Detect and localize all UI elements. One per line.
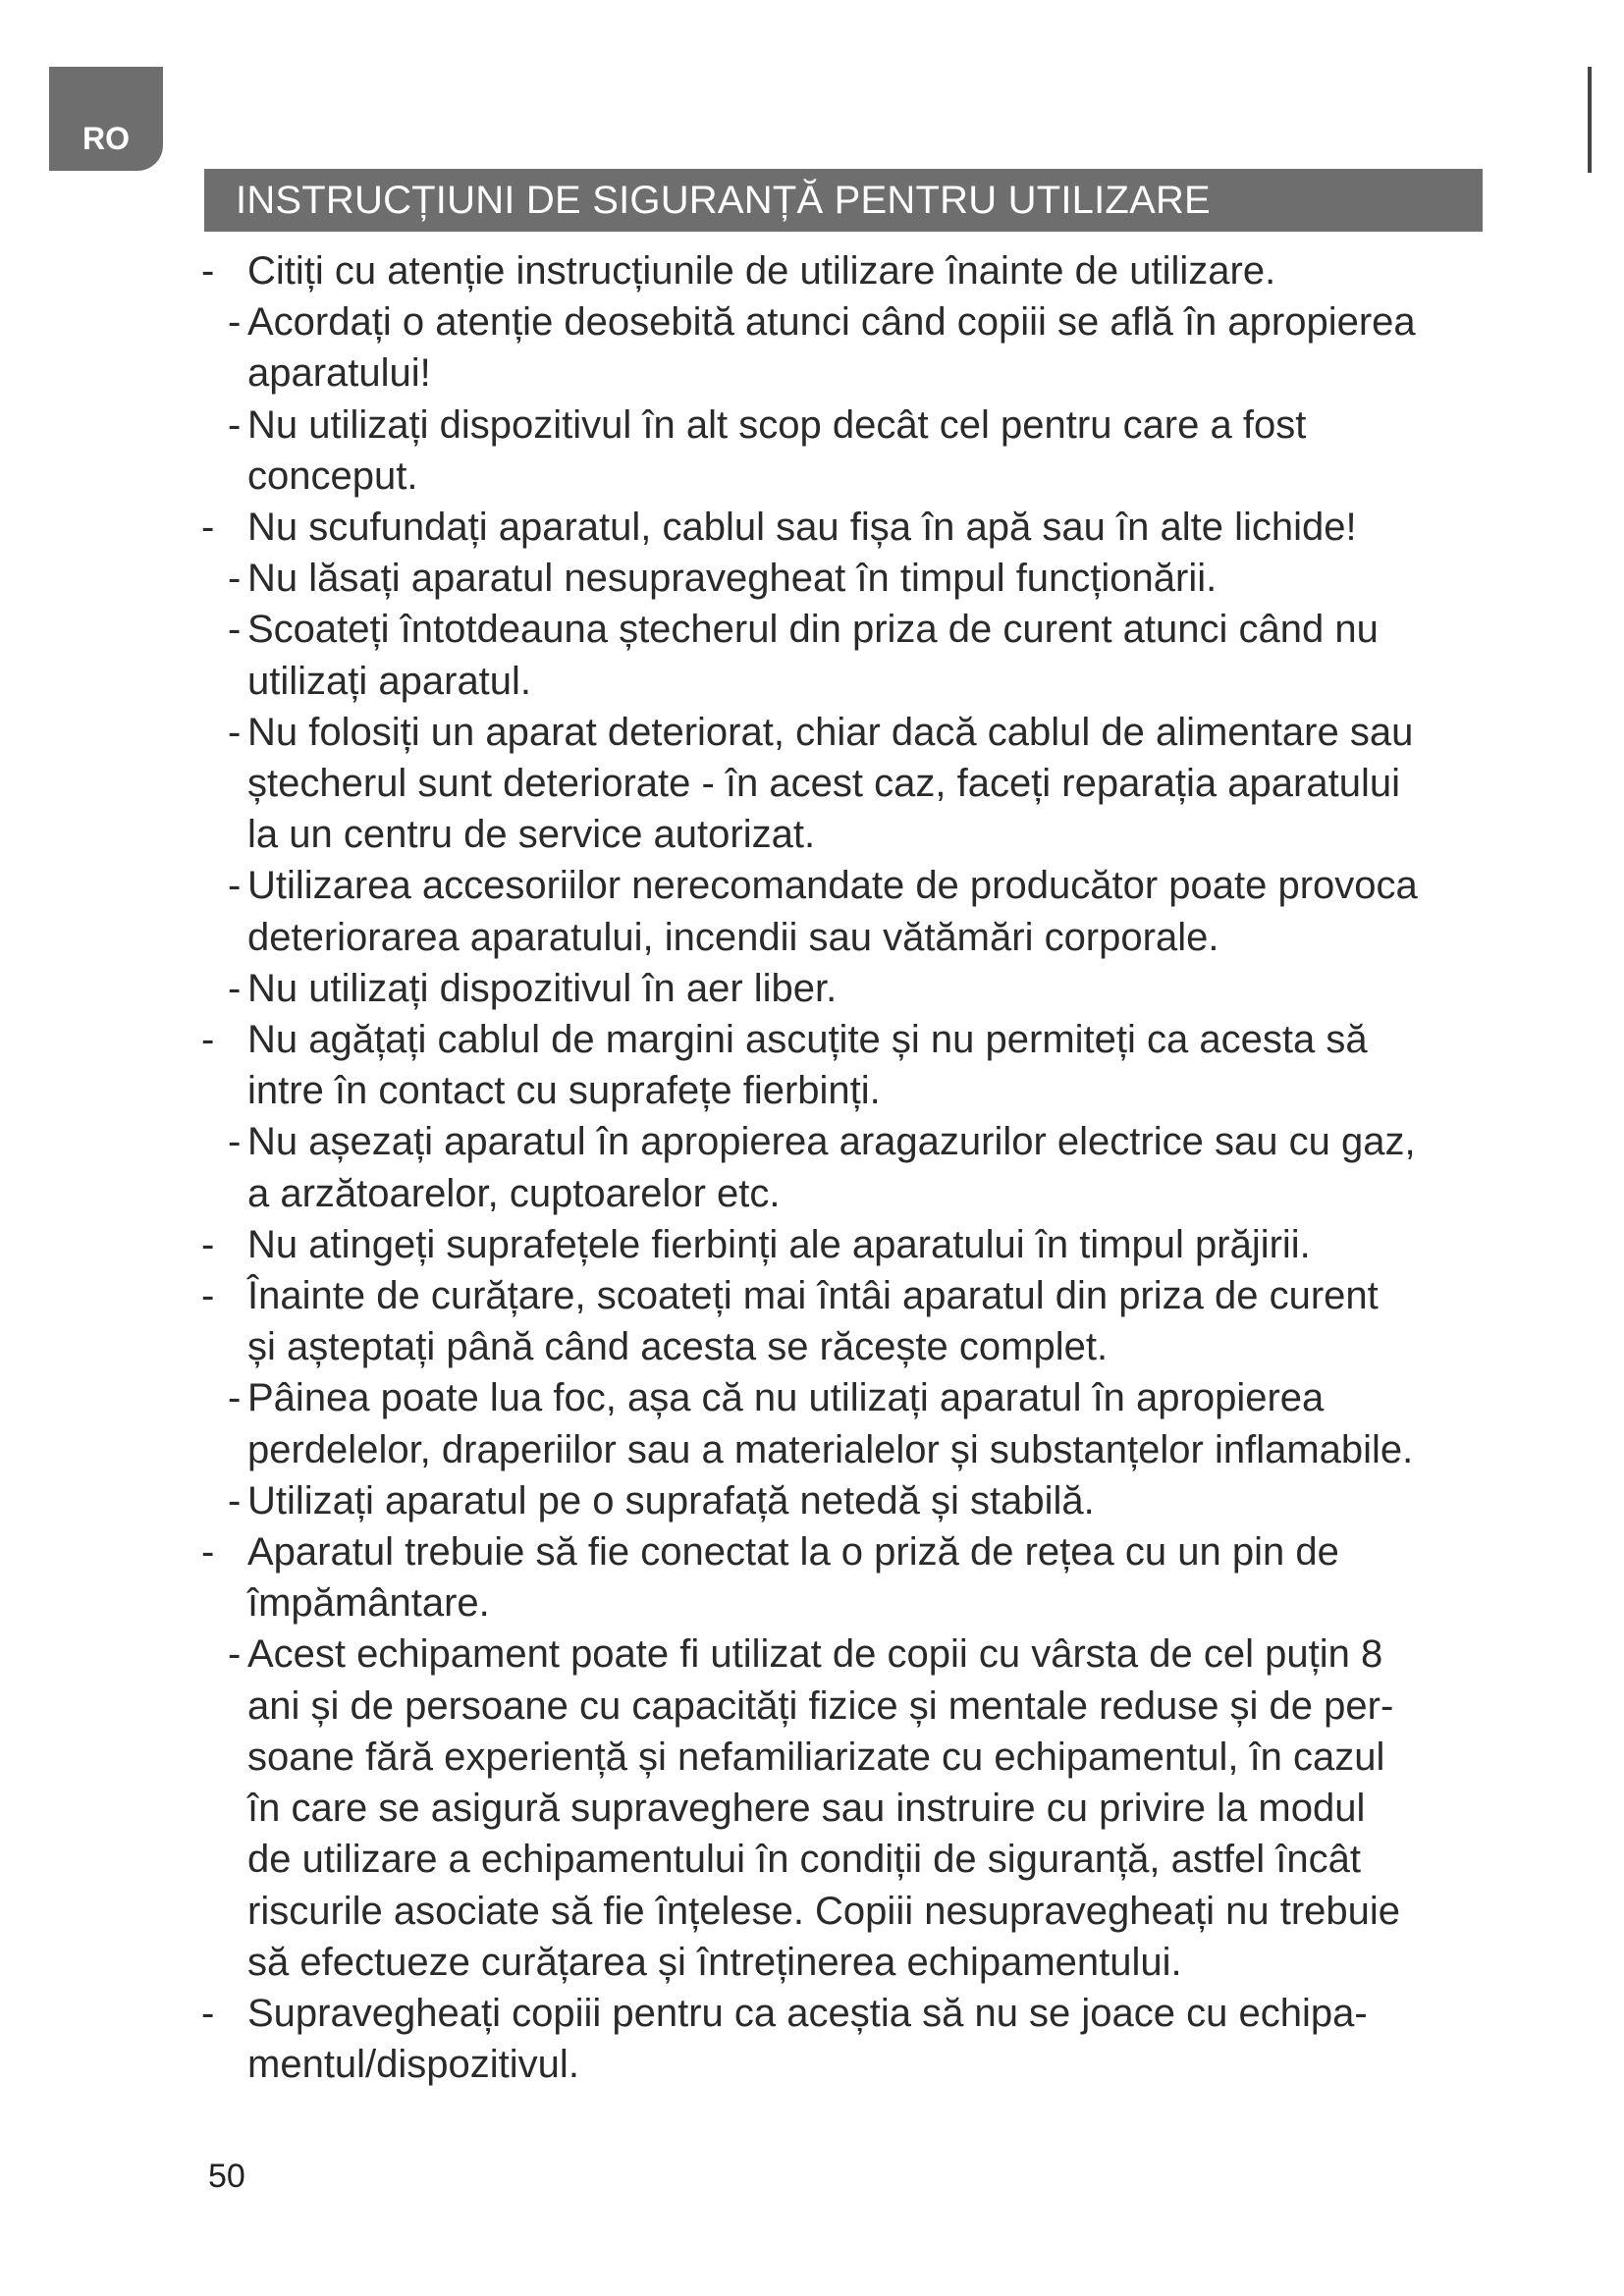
list-item-text: Nu lăsați aparatul nesupravegheat în timpul funcționării. (247, 557, 1218, 601)
list-item (0, 860, 1624, 962)
list-item (0, 245, 1624, 296)
list-dash: - (228, 300, 242, 345)
list-dash: - (228, 966, 242, 1010)
list-dash: - (228, 1632, 242, 1677)
list-item (0, 502, 1624, 553)
list-item (0, 604, 1624, 706)
list-dash: - (201, 1018, 215, 1062)
list-item-text: Citiți cu atenție instrucțiunile de utilizare înainte de utilizare. (247, 249, 1276, 293)
list-item-text: Acest echipament poate fi utilizat de copii cu vârsta de cel puțin 8 ani și de persoane cu capacități fizice și mentale reduse și de per- soane fără experiență și nefamiliarizate cu echipamentul, în cazul în care se asigură supraveghere sau instruire cu privire la modul de utilizare a echipamentului în condiții de siguranță, astfel încât riscurile asociate să fie înțelese. Copiii nesupravegheați nu trebuie să efectueze curățarea și întreținerea echipamentului. (247, 1632, 1401, 1984)
list-item (0, 963, 1624, 1014)
list-dash: - (228, 1478, 242, 1522)
list-item-text: Nu așezați aparatul în apropierea aragazurilor electrice sau cu gaz, a arzătoarelor, cuptoarelor etc. (247, 1120, 1416, 1215)
list-item-text: Nu utilizați dispozitivul în alt scop decât cel pentru care a fost conceput. (247, 402, 1307, 498)
list-item-text: Aparatul trebuie să fie conectat la o priză de rețea cu un pin de împământare. (247, 1530, 1339, 1626)
list-dash: - (228, 1120, 242, 1164)
list-item (0, 1219, 1624, 1270)
list-item (0, 553, 1624, 604)
language-code: RO (82, 121, 130, 156)
list-dash: - (228, 402, 242, 447)
list-item (0, 400, 1624, 502)
list-item-text: Pâinea poate lua foc, așa că nu utilizați aparatul în apropierea perdelelor, draperiilor sau a materialelor și substanțelor inflamabile. (247, 1376, 1414, 1471)
list-item (0, 1116, 1624, 1218)
list-dash: - (201, 1222, 215, 1266)
list-item-text: Nu agățați cablul de margini ascuțite și nu permiteți ca acesta să intre în contact cu suprafețe fierbinți. (247, 1018, 1368, 1113)
safety-instructions-list (0, 245, 1624, 2090)
list-dash: - (228, 557, 242, 601)
list-dash: - (228, 864, 242, 908)
list-dash: - (228, 608, 242, 652)
list-item (0, 296, 1624, 399)
list-item-text: Nu scufundați aparatul, cablul sau fișa în apă sau în alte lichide! (247, 506, 1357, 550)
list-item-text: Acordați o atenție deosebită atunci când copiii se află în apropierea aparatului! (247, 300, 1416, 396)
list-item (0, 1014, 1624, 1116)
list-item-text: Înainte de curățare, scoateți mai întâi aparatul din priza de curent și așteptați până când acesta se răcește complet. (247, 1274, 1379, 1369)
list-item-text: Supravegheați copiii pentru ca aceștia să nu se joace cu echipa- mentul/dispozitivul. (247, 1991, 1368, 2087)
list-item-text: Nu folosiți un aparat deteriorat, chiar dacă cablul de alimentare sau ștecherul sunt deteriorate - în acest caz, faceți reparația aparatului la un centru de service autorizat. (247, 710, 1414, 857)
list-dash: - (228, 1376, 242, 1420)
page-number: 50 (208, 2158, 245, 2195)
list-item (0, 1526, 1624, 1629)
list-item-text: Utilizați aparatul pe o suprafață netedă și stabilă. (247, 1478, 1095, 1522)
list-item (0, 1629, 1624, 1987)
list-item (0, 1475, 1624, 1526)
list-item (0, 1270, 1624, 1372)
list-item (0, 707, 1624, 861)
section-title-bar (204, 169, 1483, 232)
list-dash: - (228, 710, 242, 754)
list-dash: - (201, 1274, 215, 1318)
list-item-text: Nu utilizați dispozitivul în aer liber. (247, 966, 838, 1010)
page-edge-marker (1588, 67, 1592, 173)
list-item-text: Scoateți întotdeauna ștecherul din priza de curent atunci când nu utilizați aparatul. (247, 608, 1379, 703)
list-item (0, 1372, 1624, 1474)
list-item-text: Utilizarea accesoriilor nerecomandate de producător poate provoca deteriorarea aparatului, incendii sau vătămări corporale. (247, 864, 1418, 959)
list-dash: - (201, 506, 215, 550)
list-item (0, 1988, 1624, 2090)
list-item-text: Nu atingeți suprafețele fierbinți ale aparatului în timpul prăjirii. (247, 1222, 1311, 1266)
list-dash: - (201, 1530, 215, 1575)
language-tab (49, 67, 163, 171)
section-title: INSTRUCȚIUNI DE SIGURANȚĂ PENTRU UTILIZARE (236, 179, 1211, 222)
list-dash: - (201, 249, 215, 293)
list-dash: - (201, 1991, 215, 2035)
